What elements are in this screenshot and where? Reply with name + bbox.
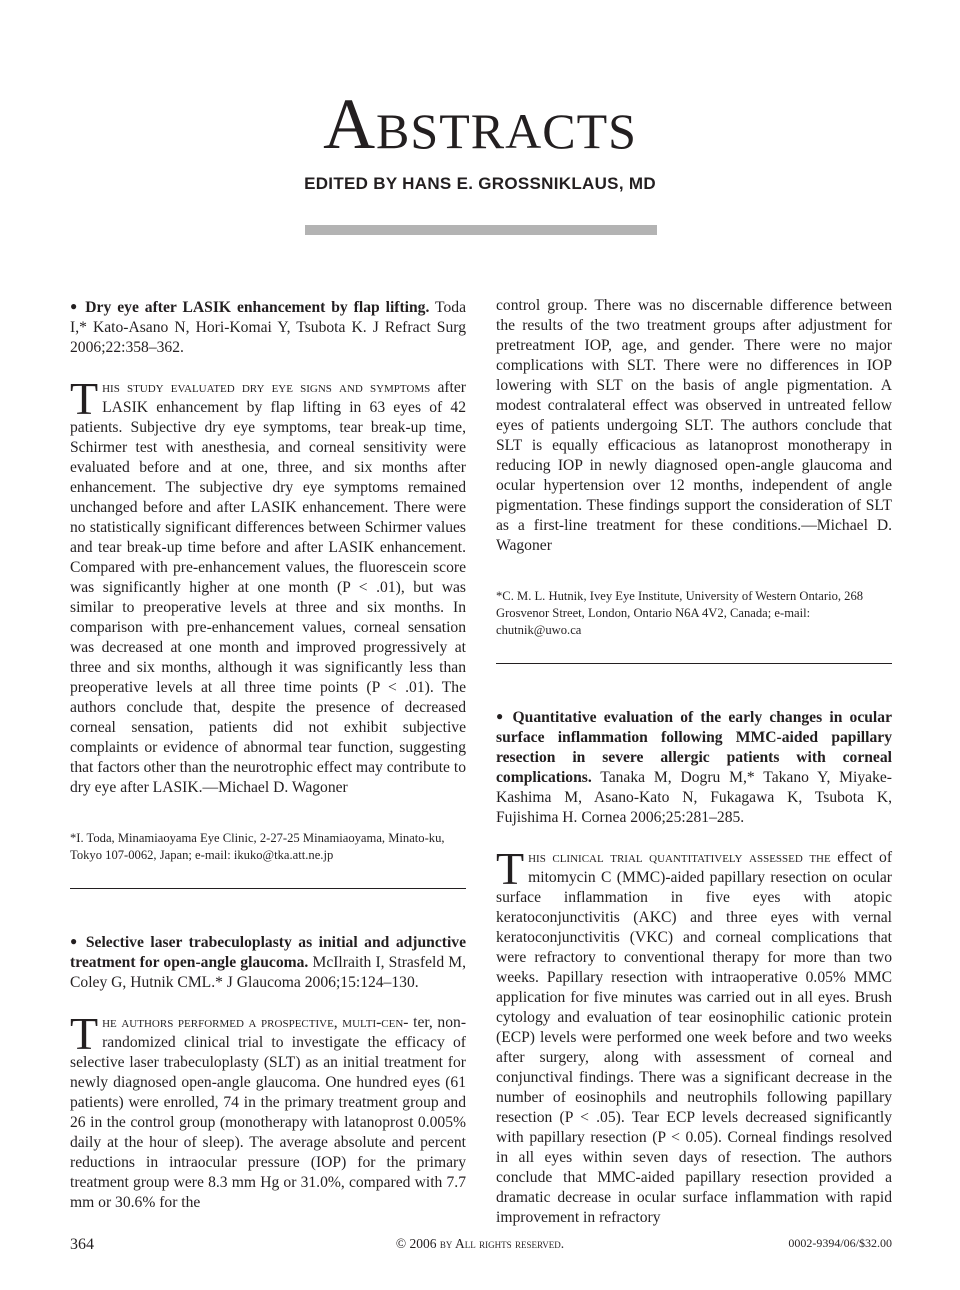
title-divider-bar: [305, 225, 657, 235]
abstract-3: [496, 706, 892, 1228]
right-column: [496, 296, 892, 1228]
abstract-3-text: effect of mitomycin C (MMC)-aided papillary resection on ocular surface inflammation in five eyes with atopic keratoconjunctivitis (AKC) and three eyes with vernal keratoconjunctivitis (VKC) and corneal complications that were refractory to conventional therapy for more than two weeks. Papillary resection with intraoperative 0.05% MMC application for five minutes was carried out in all eyes. Brush cytology and evaluation of tear eosinophilic cationic protein (ECP) levels were performed one week before and two weeks after surgery, along with assessment of corneal and conjunctival findings. There was a significant decrease in the number of eosinophils and neutrophils following papillary resection (P < .05). Tear ECP levels decreased significantly with papillary resection (P < 0.05). Corneal findings resolved in all eyes within seven days of resection. The authors conclude that MMC-aided papillary resection provided a dramatic decrease in ocular surface inflammation with rapid improvement in refractory: [496, 849, 893, 1226]
copyright-text: © 2006 by All rights reserved.: [395, 1236, 565, 1251]
page-number: 364: [70, 1236, 94, 1253]
section-divider: [496, 663, 892, 664]
abstract-1-heading: [70, 296, 466, 358]
bullet-icon: ●: [70, 299, 80, 313]
left-column: [70, 296, 466, 1213]
abstract-1-citation: Toda I,* Kato-Asano N, Hori-Komai Y, Tsubota K. J Refract Surg 2006;22:358–362.: [70, 299, 466, 356]
article-code: 0002-9394/06/$32.00: [788, 1236, 892, 1250]
abstract-2-citation: McIlraith I, Strasfeld M, Coley G, Hutnik CML.* J Glaucoma 2006;15:124–130.: [70, 954, 467, 991]
abstract-1-footnote: *I. Toda, Minamiaoyama Eye Clinic, 2-27-25 Minamiaoyama, Minato-ku, Tokyo 107-0062, Japan; e-mail: ikuko@tka.att.ne.jp: [70, 831, 445, 862]
abstract-2-lead: he authors performed a prospective, multi-cen-: [102, 1014, 409, 1031]
abstract-2-text: ter, non-randomized clinical trial to investigate the efficacy of selective laser trabeculoplasty (SLT) as an initial treatment for newly diagnosed open-angle glaucoma. One hundred eyes (61 patients) were enrolled, 74 in the primary treatment group and 26 in the control group (monotherapy with latanoprost 0.005% daily at the hour of sleep). The average absolute and percent reductions in intraocular pressure (IOP) for the primary treatment group were 8.3 mm Hg or 31.0%, compared with 7.7 mm or 30.6% for the: [70, 1014, 467, 1211]
bullet-icon: ●: [70, 934, 80, 948]
abstract-1-lead: his study evaluated dry eye signs and symptoms: [102, 379, 431, 396]
abstract-3-dropcap: T: [496, 843, 525, 894]
abstract-3-citation: Tanaka M, Dogru M,* Takano Y, Miyake-Kashima M, Asano-Kato N, Fukagawa K, Tsubota K, Fujishima H. Cornea 2006;25:281–285.: [496, 769, 892, 826]
abstract-1-dropcap: T: [70, 373, 99, 424]
abstract-1-body: [70, 373, 466, 798]
abstract-1-title: Dry eye after LASIK enhancement by flap lifting.: [85, 299, 430, 316]
abstract-3-lead: his clinical trial quantitatively assessed the: [528, 849, 831, 866]
abstract-3-heading: [496, 706, 892, 828]
abstract-3-title: Quantitative evaluation of the early changes in ocular surface inflammation following MMC-aided papillary resection in severe allergic patients with corneal complications.: [496, 709, 892, 786]
bullet-icon: ●: [496, 709, 507, 723]
page-title: Abstracts: [323, 84, 637, 164]
abstract-2-heading: [70, 931, 466, 993]
abstract-2-title: Selective laser trabeculoplasty as initial and adjunctive treatment for open-angle glaucoma.: [70, 934, 467, 971]
abstract-2-body: [70, 1008, 467, 1213]
editor-line: EDITED BY HANS E. GROSSNIKLAUS, MD: [304, 174, 656, 193]
abstract-2: [70, 931, 466, 1213]
abstract-3-body: [496, 843, 893, 1228]
abstract-2-dropcap: T: [70, 1008, 99, 1059]
abstract-2-footnote: *C. M. L. Hutnik, Ivey Eye Institute, University of Western Ontario, 268 Grosvenor Street, London, Ontario N6A 4V2, Canada; e-mail: chutnik@uwo.ca: [496, 589, 864, 637]
section-divider: [70, 888, 466, 889]
abstract-1: [70, 296, 466, 889]
abstract-2-continuation: control group. There was no discernable difference between the results of the two treatment groups after adjustment for pretreatment IOP, age, and gender. There were no major complications with SLT. There were no differences in IOP lowering with SLT on the basis of angle pigmentation. A modest contralateral effect was observed in untreated fellow eyes of patients undergoing SLT. The authors conclude that SLT is equally efficacious as latanoprost monotherapy in reducing IOP in newly diagnosed open-angle glaucoma and ocular hypertension over 12 months, independent of angle pigmentation. These findings support the consideration of SLT as a first-line treatment for these conditions.—Michael D. Wagoner: [496, 297, 892, 554]
abstract-1-text: after LASIK enhancement by flap lifting in 63 eyes of 42 patients. Subjective dry eye symptoms, tear break-up time, Schirmer test with anesthesia, and corneal sensitivity were evaluated before and at one, three, and six months after enhancement. The subjective dry eye symptoms remained unchanged before and after LASIK enhancement. There were no statistically significant differences between Schirmer values and tear break-up time before and after LASIK enhancement. Compared with pre-enhancement values, the fluorescein score was significantly higher at one month (P < .01), but was similar to preoperative levels at three and six months. In comparison with pre-enhancement values, corneal sensation was decreased at one month and improved progressively at three and six months, although it was significantly less than preoperative levels at all three time points (P < .01). The authors conclude that, despite the presence of decreased corneal sensation, patients did not exhibit subjective complaints or evidence of abnormal tear function, suggesting that factors other than the neurotrophic effect may contribute to dry eye after LASIK.—Michael D. Wagoner: [70, 379, 466, 796]
